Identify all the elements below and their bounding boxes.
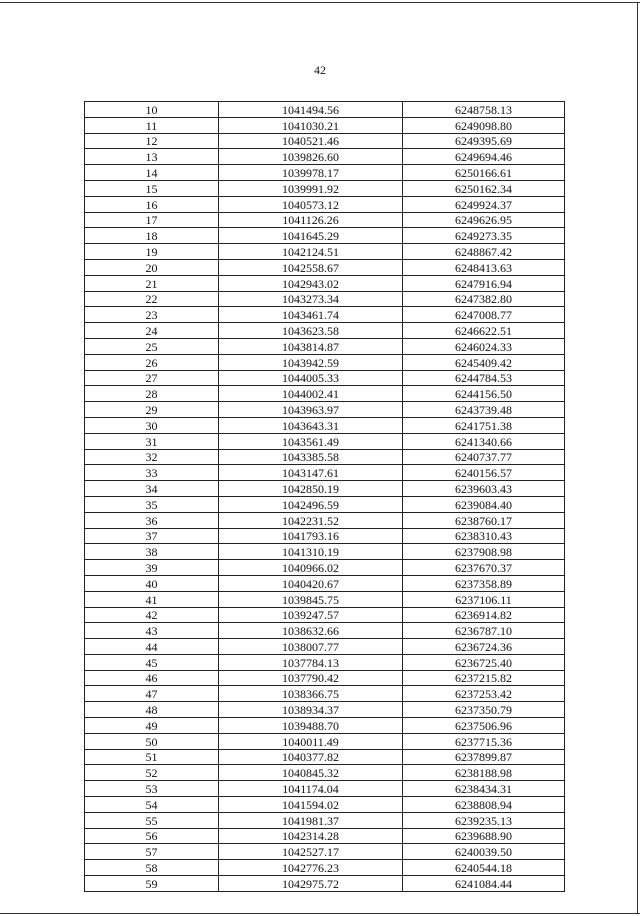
y-coordinate-cell: 6244784.53 xyxy=(403,370,565,386)
point-number-cell: 26 xyxy=(85,354,219,370)
table-row xyxy=(85,402,565,418)
y-coordinate-cell: 6236914.82 xyxy=(403,607,565,623)
point-number-cell: 10 xyxy=(85,102,219,118)
point-number-cell: 47 xyxy=(85,686,219,702)
table-row xyxy=(85,307,565,323)
y-coordinate-cell: 6249395.69 xyxy=(403,133,565,149)
table-row xyxy=(85,876,565,892)
coordinates-table xyxy=(84,101,565,892)
y-coordinate-cell: 6248413.63 xyxy=(403,259,565,275)
point-number-cell: 43 xyxy=(85,623,219,639)
y-coordinate-cell: 6236725.40 xyxy=(403,654,565,670)
page-number: 42 xyxy=(314,63,326,77)
table-row xyxy=(85,386,565,402)
table-row xyxy=(85,180,565,196)
point-number-cell: 17 xyxy=(85,212,219,228)
x-coordinate-cell: 1041310.19 xyxy=(219,544,403,560)
point-number-cell: 55 xyxy=(85,812,219,828)
x-coordinate-cell: 1042776.23 xyxy=(219,860,403,876)
point-number-cell: 30 xyxy=(85,417,219,433)
table-row xyxy=(85,196,565,212)
x-coordinate-cell: 1040845.32 xyxy=(219,765,403,781)
x-coordinate-cell: 1043561.49 xyxy=(219,433,403,449)
point-number-cell: 28 xyxy=(85,386,219,402)
y-coordinate-cell: 6250166.61 xyxy=(403,165,565,181)
y-coordinate-cell: 6246622.51 xyxy=(403,323,565,339)
table-row xyxy=(85,512,565,528)
y-coordinate-cell: 6247382.80 xyxy=(403,291,565,307)
x-coordinate-cell: 1043273.34 xyxy=(219,291,403,307)
y-coordinate-cell: 6244156.50 xyxy=(403,386,565,402)
point-number-cell: 12 xyxy=(85,133,219,149)
table-row xyxy=(85,781,565,797)
table-row xyxy=(85,797,565,813)
point-number-cell: 51 xyxy=(85,749,219,765)
point-number-cell: 25 xyxy=(85,338,219,354)
y-coordinate-cell: 6240544.18 xyxy=(403,860,565,876)
x-coordinate-cell: 1042231.52 xyxy=(219,512,403,528)
x-coordinate-cell: 1043814.87 xyxy=(219,338,403,354)
point-number-cell: 58 xyxy=(85,860,219,876)
point-number-cell: 35 xyxy=(85,496,219,512)
y-coordinate-cell: 6238188.98 xyxy=(403,765,565,781)
x-coordinate-cell: 1042496.59 xyxy=(219,496,403,512)
point-number-cell: 18 xyxy=(85,228,219,244)
point-number-cell: 50 xyxy=(85,733,219,749)
x-coordinate-cell: 1039991.92 xyxy=(219,180,403,196)
y-coordinate-cell: 6249694.46 xyxy=(403,149,565,165)
y-coordinate-cell: 6247916.94 xyxy=(403,275,565,291)
table-row xyxy=(85,528,565,544)
x-coordinate-cell: 1041645.29 xyxy=(219,228,403,244)
y-coordinate-cell: 6236724.36 xyxy=(403,639,565,655)
table-row xyxy=(85,275,565,291)
x-coordinate-cell: 1040966.02 xyxy=(219,560,403,576)
x-coordinate-cell: 1043385.58 xyxy=(219,449,403,465)
point-number-cell: 54 xyxy=(85,797,219,813)
x-coordinate-cell: 1042558.67 xyxy=(219,259,403,275)
x-coordinate-cell: 1042314.28 xyxy=(219,828,403,844)
point-number-cell: 16 xyxy=(85,196,219,212)
x-coordinate-cell: 1043643.31 xyxy=(219,417,403,433)
point-number-cell: 32 xyxy=(85,449,219,465)
point-number-cell: 38 xyxy=(85,544,219,560)
y-coordinate-cell: 6247008.77 xyxy=(403,307,565,323)
y-coordinate-cell: 6239688.90 xyxy=(403,828,565,844)
table-row xyxy=(85,291,565,307)
y-coordinate-cell: 6249626.95 xyxy=(403,212,565,228)
table-row xyxy=(85,749,565,765)
y-coordinate-cell: 6238808.94 xyxy=(403,797,565,813)
y-coordinate-cell: 6243739.48 xyxy=(403,402,565,418)
table-row xyxy=(85,433,565,449)
x-coordinate-cell: 1038007.77 xyxy=(219,639,403,655)
y-coordinate-cell: 6237670.37 xyxy=(403,560,565,576)
x-coordinate-cell: 1044002.41 xyxy=(219,386,403,402)
y-coordinate-cell: 6236787.10 xyxy=(403,623,565,639)
table-row xyxy=(85,733,565,749)
point-number-cell: 31 xyxy=(85,433,219,449)
point-number-cell: 20 xyxy=(85,259,219,275)
x-coordinate-cell: 1042850.19 xyxy=(219,481,403,497)
x-coordinate-cell: 1041981.37 xyxy=(219,812,403,828)
point-number-cell: 23 xyxy=(85,307,219,323)
table-row xyxy=(85,670,565,686)
point-number-cell: 46 xyxy=(85,670,219,686)
table-row xyxy=(85,165,565,181)
table-row xyxy=(85,117,565,133)
y-coordinate-cell: 6249098.80 xyxy=(403,117,565,133)
x-coordinate-cell: 1041030.21 xyxy=(219,117,403,133)
point-number-cell: 41 xyxy=(85,591,219,607)
table-row xyxy=(85,338,565,354)
table-row xyxy=(85,765,565,781)
y-coordinate-cell: 6237253.42 xyxy=(403,686,565,702)
table-row xyxy=(85,496,565,512)
x-coordinate-cell: 1042975.72 xyxy=(219,876,403,892)
table-row xyxy=(85,417,565,433)
table-row xyxy=(85,591,565,607)
x-coordinate-cell: 1043623.58 xyxy=(219,323,403,339)
x-coordinate-cell: 1040420.67 xyxy=(219,575,403,591)
x-coordinate-cell: 1041494.56 xyxy=(219,102,403,118)
table-row xyxy=(85,228,565,244)
y-coordinate-cell: 6250162.34 xyxy=(403,180,565,196)
table-row xyxy=(85,607,565,623)
x-coordinate-cell: 1040377.82 xyxy=(219,749,403,765)
point-number-cell: 52 xyxy=(85,765,219,781)
table-row xyxy=(85,560,565,576)
x-coordinate-cell: 1040011.49 xyxy=(219,733,403,749)
table-row xyxy=(85,686,565,702)
x-coordinate-cell: 1041793.16 xyxy=(219,528,403,544)
x-coordinate-cell: 1039247.57 xyxy=(219,607,403,623)
y-coordinate-cell: 6240156.57 xyxy=(403,465,565,481)
y-coordinate-cell: 6237908.98 xyxy=(403,544,565,560)
x-coordinate-cell: 1041126.26 xyxy=(219,212,403,228)
point-number-cell: 53 xyxy=(85,781,219,797)
x-coordinate-cell: 1043147.61 xyxy=(219,465,403,481)
x-coordinate-cell: 1043963.97 xyxy=(219,402,403,418)
y-coordinate-cell: 6248758.13 xyxy=(403,102,565,118)
point-number-cell: 27 xyxy=(85,370,219,386)
x-coordinate-cell: 1037784.13 xyxy=(219,654,403,670)
table-row xyxy=(85,354,565,370)
point-number-cell: 37 xyxy=(85,528,219,544)
table-row xyxy=(85,623,565,639)
table-row xyxy=(85,702,565,718)
y-coordinate-cell: 6249924.37 xyxy=(403,196,565,212)
page-border-right xyxy=(637,2,638,914)
point-number-cell: 24 xyxy=(85,323,219,339)
table-row xyxy=(85,828,565,844)
point-number-cell: 56 xyxy=(85,828,219,844)
y-coordinate-cell: 6246024.33 xyxy=(403,338,565,354)
y-coordinate-cell: 6238310.43 xyxy=(403,528,565,544)
table-row xyxy=(85,481,565,497)
point-number-cell: 14 xyxy=(85,165,219,181)
point-number-cell: 57 xyxy=(85,844,219,860)
point-number-cell: 44 xyxy=(85,639,219,655)
x-coordinate-cell: 1043942.59 xyxy=(219,354,403,370)
x-coordinate-cell: 1038632.66 xyxy=(219,623,403,639)
point-number-cell: 48 xyxy=(85,702,219,718)
point-number-cell: 22 xyxy=(85,291,219,307)
page-border-top xyxy=(0,2,640,3)
x-coordinate-cell: 1041174.04 xyxy=(219,781,403,797)
x-coordinate-cell: 1042943.02 xyxy=(219,275,403,291)
x-coordinate-cell: 1039978.17 xyxy=(219,165,403,181)
table-row xyxy=(85,323,565,339)
table-row xyxy=(85,654,565,670)
x-coordinate-cell: 1041594.02 xyxy=(219,797,403,813)
point-number-cell: 36 xyxy=(85,512,219,528)
table-row xyxy=(85,244,565,260)
table-row xyxy=(85,639,565,655)
table-row xyxy=(85,449,565,465)
point-number-cell: 21 xyxy=(85,275,219,291)
y-coordinate-cell: 6240039.50 xyxy=(403,844,565,860)
y-coordinate-cell: 6239084.40 xyxy=(403,496,565,512)
x-coordinate-cell: 1040573.12 xyxy=(219,196,403,212)
table-row xyxy=(85,465,565,481)
table-row xyxy=(85,102,565,118)
y-coordinate-cell: 6237358.89 xyxy=(403,575,565,591)
table-row xyxy=(85,860,565,876)
point-number-cell: 39 xyxy=(85,560,219,576)
point-number-cell: 19 xyxy=(85,244,219,260)
table-row xyxy=(85,149,565,165)
y-coordinate-cell: 6237899.87 xyxy=(403,749,565,765)
page-border-bottom xyxy=(0,913,640,914)
y-coordinate-cell: 6241751.38 xyxy=(403,417,565,433)
point-number-cell: 59 xyxy=(85,876,219,892)
point-number-cell: 40 xyxy=(85,575,219,591)
y-coordinate-cell: 6238434.31 xyxy=(403,781,565,797)
x-coordinate-cell: 1039826.60 xyxy=(219,149,403,165)
x-coordinate-cell: 1038366.75 xyxy=(219,686,403,702)
table-row xyxy=(85,259,565,275)
y-coordinate-cell: 6237350.79 xyxy=(403,702,565,718)
y-coordinate-cell: 6249273.35 xyxy=(403,228,565,244)
x-coordinate-cell: 1037790.42 xyxy=(219,670,403,686)
coordinates-table-body xyxy=(85,102,565,892)
table-row xyxy=(85,212,565,228)
y-coordinate-cell: 6237506.96 xyxy=(403,718,565,734)
table-row xyxy=(85,133,565,149)
y-coordinate-cell: 6237215.82 xyxy=(403,670,565,686)
table-row xyxy=(85,575,565,591)
table-row xyxy=(85,370,565,386)
table-row xyxy=(85,844,565,860)
x-coordinate-cell: 1038934.37 xyxy=(219,702,403,718)
table-row xyxy=(85,718,565,734)
x-coordinate-cell: 1039845.75 xyxy=(219,591,403,607)
y-coordinate-cell: 6237106.11 xyxy=(403,591,565,607)
x-coordinate-cell: 1044005.33 xyxy=(219,370,403,386)
point-number-cell: 15 xyxy=(85,180,219,196)
y-coordinate-cell: 6245409.42 xyxy=(403,354,565,370)
y-coordinate-cell: 6241084.44 xyxy=(403,876,565,892)
y-coordinate-cell: 6241340.66 xyxy=(403,433,565,449)
point-number-cell: 42 xyxy=(85,607,219,623)
y-coordinate-cell: 6248867.42 xyxy=(403,244,565,260)
point-number-cell: 33 xyxy=(85,465,219,481)
x-coordinate-cell: 1042527.17 xyxy=(219,844,403,860)
table-row xyxy=(85,544,565,560)
point-number-cell: 11 xyxy=(85,117,219,133)
y-coordinate-cell: 6237715.36 xyxy=(403,733,565,749)
point-number-cell: 49 xyxy=(85,718,219,734)
x-coordinate-cell: 1042124.51 xyxy=(219,244,403,260)
point-number-cell: 34 xyxy=(85,481,219,497)
x-coordinate-cell: 1043461.74 xyxy=(219,307,403,323)
table-row xyxy=(85,812,565,828)
point-number-cell: 45 xyxy=(85,654,219,670)
point-number-cell: 29 xyxy=(85,402,219,418)
y-coordinate-cell: 6239603.43 xyxy=(403,481,565,497)
point-number-cell: 13 xyxy=(85,149,219,165)
x-coordinate-cell: 1040521.46 xyxy=(219,133,403,149)
y-coordinate-cell: 6238760.17 xyxy=(403,512,565,528)
y-coordinate-cell: 6240737.77 xyxy=(403,449,565,465)
x-coordinate-cell: 1039488.70 xyxy=(219,718,403,734)
y-coordinate-cell: 6239235.13 xyxy=(403,812,565,828)
